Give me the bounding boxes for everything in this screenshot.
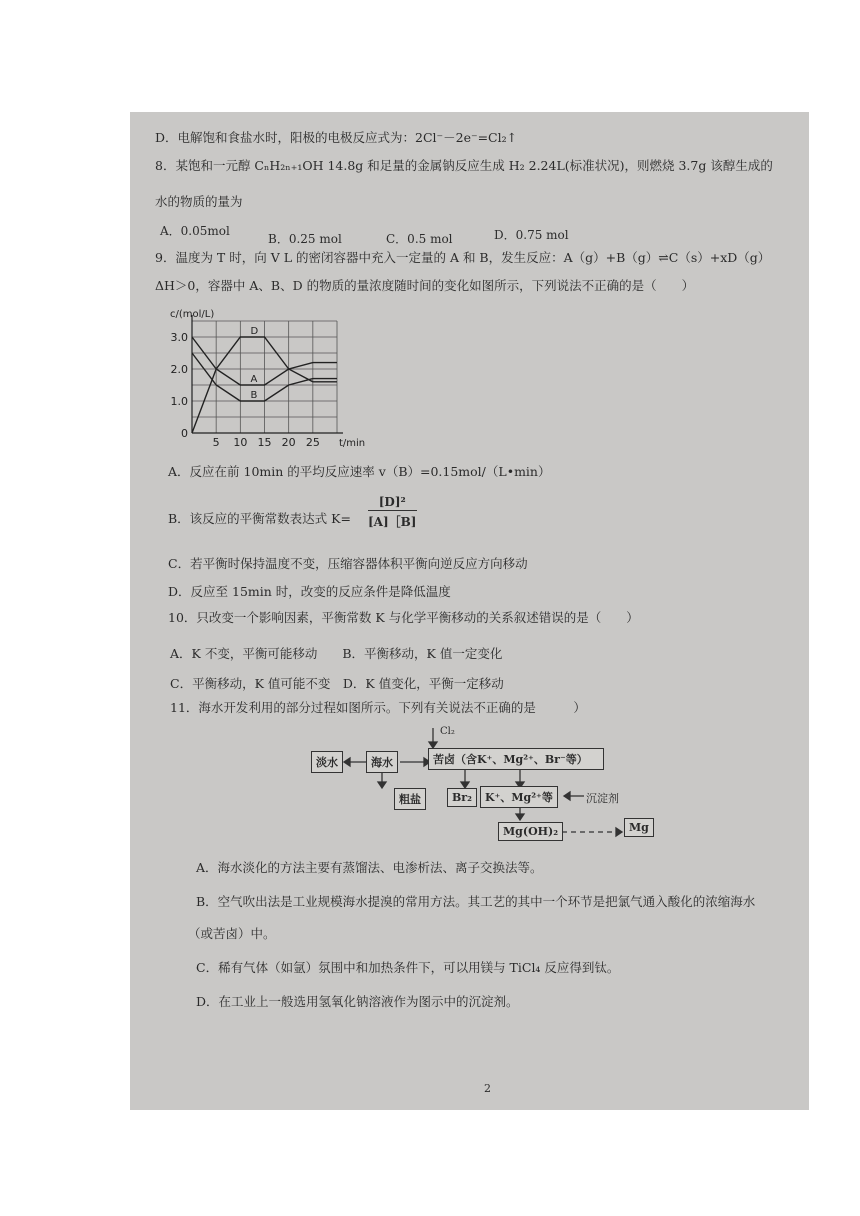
q9-option-d: D．反应至 15min 时，改变的反应条件是降低温度 — [168, 584, 451, 599]
q9-option-b: B．该反应的平衡常数表达式 K= — [168, 511, 351, 526]
bromine-box: Br₂ — [447, 788, 477, 807]
q8-option-a: A．0.05mol — [160, 224, 230, 238]
q7-option-d: D．电解饱和食盐水时，阳极的电极反应式为：2Cl⁻－2e⁻=Cl₂↑ — [155, 130, 518, 145]
q11-option-b-cont: （或苦卤）中。 — [188, 926, 276, 941]
x-tick-label: 20 — [281, 436, 296, 449]
k-denominator: [A]［B] — [368, 515, 417, 529]
x-tick-label: 15 — [257, 436, 272, 449]
q11-stem: 11．海水开发利用的部分过程如图所示。下列有关说法不正确的是 ） — [170, 700, 586, 715]
cl2-label: Cl₂ — [440, 726, 455, 737]
q11-option-c: C．稀有气体（如氩）氛围中和加热条件下，可以用镁与 TiCl₄ 反应得到钛。 — [196, 960, 620, 975]
y-tick-label: 2.0 — [170, 363, 188, 376]
y-axis-label: c/(mol/L) — [170, 309, 215, 320]
q10-options-ab: A．K 不变，平衡可能移动 B．平衡移动，K 值一定变化 — [170, 646, 503, 661]
bittern-box: 苦卤（含K⁺、Mg²⁺、Br⁻等） — [428, 748, 604, 770]
q9-option-c: C．若平衡时保持温度不变，压缩容器体积平衡向逆反应方向移动 — [168, 556, 528, 571]
x-tick-label: 5 — [212, 436, 220, 449]
concentration-chart — [160, 305, 366, 455]
page-number: 2 — [484, 1082, 491, 1095]
q11-option-d: D．在工业上一般选用氢氧化钠溶液作为图示中的沉淀剂。 — [196, 994, 519, 1009]
q10-stem: 10．只改变一个影响因素，平衡常数 K 与化学平衡移动的关系叙述错误的是（ ） — [168, 610, 639, 625]
seawater-box: 海水 — [366, 751, 398, 773]
x-tick-label: 10 — [233, 436, 248, 449]
q9-option-a: A．反应在前 10min 的平均反应速率 v（B）=0.15mol/（L•min） — [168, 464, 551, 479]
series-label-b: B — [250, 390, 258, 401]
q8-option-c: C．0.5 mol — [386, 232, 453, 246]
y-tick-label: 1.0 — [170, 395, 188, 408]
freshwater-box: 淡水 — [311, 751, 343, 773]
q9-stem-2: ΔH＞0，容器中 A、B、D 的物质的量浓度随时间的变化如图所示，下列说法不正确的是（ ） — [155, 278, 695, 293]
q10-options-cd: C．平衡移动，K 值可能不变 D．K 值变化，平衡一定移动 — [170, 676, 504, 691]
q9-stem: 9．温度为 T 时，向 V L 的密闭容器中充入一定量的 A 和 B，发生反应：A（g）+B（g）⇌C（s）+xD（g） — [155, 250, 771, 265]
series-label-d: D — [250, 326, 259, 337]
y-tick-label: 3.0 — [170, 331, 188, 344]
k-expression — [368, 495, 417, 530]
x-axis-label: t/min — [339, 438, 366, 449]
q8-option-b: B．0.25 mol — [268, 232, 342, 246]
y-tick-label: 0 — [181, 427, 188, 440]
k-numerator: [D]² — [368, 495, 417, 511]
k-mg-box: K⁺、Mg²⁺等 — [480, 786, 558, 808]
x-tick-label: 25 — [305, 436, 320, 449]
q8-option-d: D．0.75 mol — [494, 228, 569, 242]
mg-hydroxide-box: Mg(OH)₂ — [498, 822, 563, 841]
crude-salt-box: 粗盐 — [394, 788, 426, 810]
magnesium-box: Mg — [624, 818, 654, 837]
series-label-a: A — [250, 374, 258, 385]
q11-option-b: B．空气吹出法是工业规模海水提溴的常用方法。其工艺的其中一个环节是把氯气通入酸化的浓缩海水 — [196, 894, 756, 909]
q8-stem: 8．某饱和一元醇 CₙH₂ₙ₊₁OH 14.8g 和足量的金属钠反应生成 H₂ 2.24L(标准状况)，则燃烧 3.7g 该醇生成的 — [155, 158, 773, 173]
q11-option-a: A．海水淡化的方法主要有蒸馏法、电渗析法、离子交换法等。 — [196, 860, 543, 875]
precipitant-label: 沉淀剂 — [586, 792, 619, 805]
q8-stem-2: 水的物质的量为 — [155, 194, 243, 209]
